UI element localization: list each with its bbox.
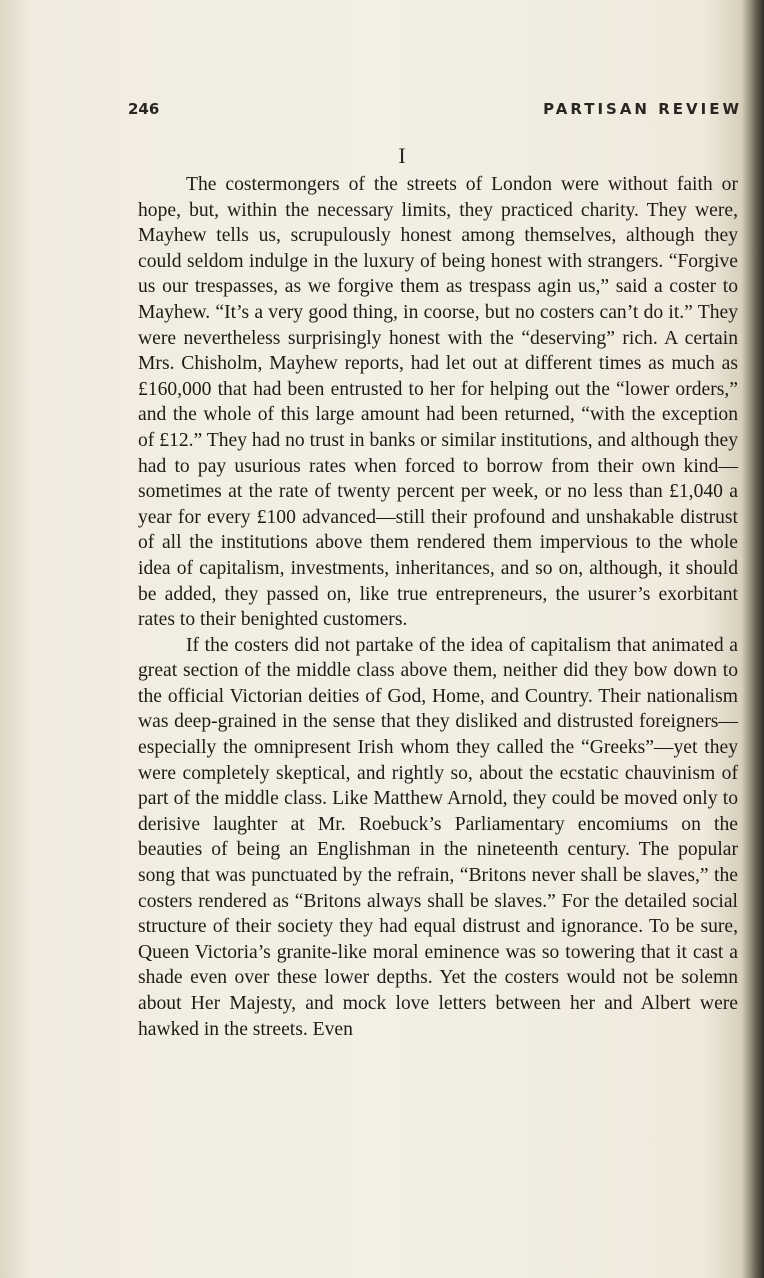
- page-number: 246: [128, 100, 160, 118]
- paragraph: If the costers did not partake of the idea of capitalism that animated a great section of the middle class above them, neither did they bow down to the official Victorian deities of God, Home, and Country. Their nationalism was deep-grained in the sense that they disliked and distrusted foreigners—especially the omnipresent Irish whom they called the “Greeks”—yet they were completely skeptical, and rightly so, about the ecstatic chauvinism of part of the middle class. Like Matthew Arnold, they could be moved only to derisive laughter at Mr. Roebuck’s Parliamentary encomiums on the beauties of being an Englishman in the nineteenth century. The popular song that was punctuated by the refrain, “Britons never shall be slaves,” the costers rendered as “Britons always shall be slaves.” For the detailed social structure of their society they had equal distrust and ignorance. To be sure, Queen Victoria’s granite-like moral eminence was so towering that it cast a shade even over these lower depths. Yet the costers would not be solemn about Her Majesty, and mock love letters between her and Albert were hawked in the streets. Even: [138, 634, 738, 1040]
- running-head: PARTISAN REVIEW: [543, 100, 742, 118]
- section-heading: I: [398, 143, 406, 168]
- paragraph: The costermongers of the streets of London were without faith or hope, but, within the necessary limits, they practiced charity. They were, Mayhew tells us, scrupulously honest among themselves, although they could seldom indulge in the luxury of being honest with strangers. “Forgive us our trespasses, as we forgive them as trespass agin us,” said a coster to Mayhew. “It’s a very good thing, in coorse, but no costers can’t do it.” They were nevertheless surprisingly honest with the “deserving” rich. A certain Mrs. Chisholm, Mayhew reports, had let out at different times as much as £160,000 that had been entrusted to her for helping out the “lower orders,” and the whole of this large amount had been returned, “with the exception of £12.” They had no trust in banks or similar institutions, and although they had to pay usurious rates when forced to borrow from their own kind—sometimes at the rate of twenty percent per week, or no less than £1,040 a year for every £100 advanced—still their profound and unshakable distrust of all the institutions above them rendered them impervious to the whole idea of capitalism, investments, inheritances, and so on, although, it should be added, they passed on, like true entrepreneurs, the usurer’s exorbitant rates to their benighted customers.: [138, 174, 738, 631]
- page-binding-shadow: [742, 0, 764, 1278]
- body-text: [138, 172, 738, 1042]
- page-header: [120, 100, 742, 124]
